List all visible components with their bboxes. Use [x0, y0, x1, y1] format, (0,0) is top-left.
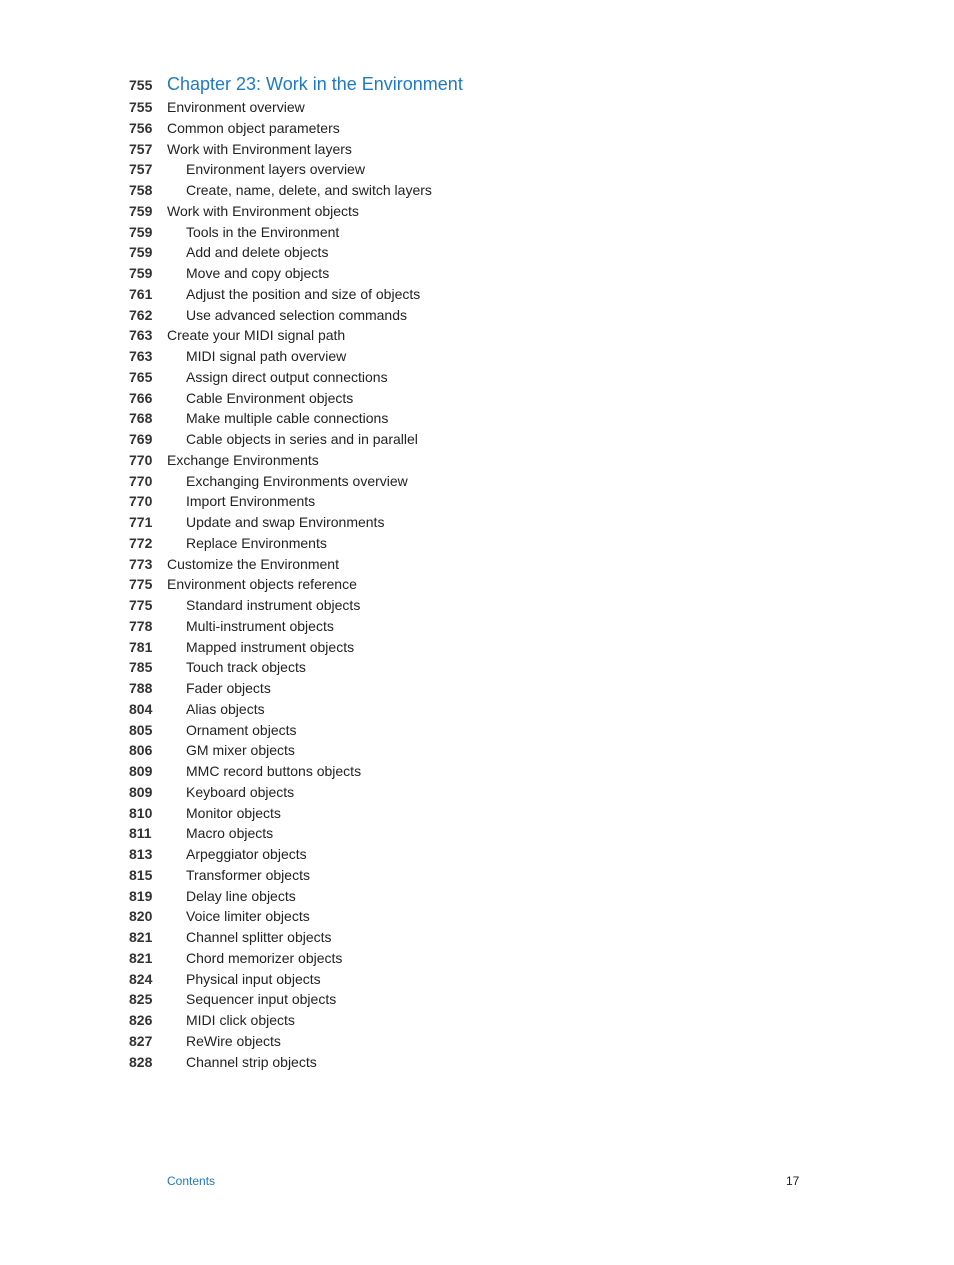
toc-entry-title[interactable]: Environment overview	[167, 99, 305, 115]
toc-entry-title[interactable]: Update and swap Environments	[186, 514, 385, 530]
toc-entry-page-number: 781	[129, 638, 153, 655]
toc-entry[interactable]	[129, 886, 829, 907]
toc-entry-title[interactable]: Touch track objects	[186, 659, 306, 676]
toc-entry-page-number: 815	[129, 866, 153, 883]
toc-entry-page-number: 775	[129, 597, 153, 613]
toc-entry-title[interactable]: Environment objects reference	[167, 576, 357, 593]
toc-entry-title[interactable]: Use advanced selection commands	[186, 306, 408, 323]
toc-entry-page-number: 766	[129, 389, 153, 406]
toc-entry[interactable]	[129, 989, 829, 1010]
toc-entry-title[interactable]: Create your MIDI signal path	[167, 327, 346, 344]
toc-entry[interactable]	[129, 678, 829, 699]
toc-entry[interactable]	[129, 554, 829, 575]
toc-entry-list	[129, 97, 829, 1072]
toc-entry-page-number: 778	[129, 617, 153, 634]
toc-entry-page-number: 828	[129, 1053, 153, 1070]
toc-entry-title[interactable]: Move and copy objects	[186, 265, 330, 281]
toc-entry-title[interactable]: MIDI signal path overview	[186, 348, 347, 364]
toc-entry-page-number: 775	[129, 576, 153, 593]
toc-entry-title[interactable]: Customize the Environment	[167, 555, 339, 572]
toc-entry-title[interactable]: Standard instrument objects	[186, 597, 361, 613]
toc-entry[interactable]	[129, 948, 829, 969]
chapter-title[interactable]: Chapter 23: Work in the Environment	[167, 74, 463, 94]
toc-entry-title[interactable]: Exchanging Environments overview	[186, 472, 408, 489]
toc-entry-title[interactable]: Work with Environment layers	[167, 140, 352, 157]
toc-entry[interactable]	[129, 823, 829, 844]
toc-entry[interactable]	[129, 512, 829, 533]
toc-entry-page-number: 769	[129, 431, 153, 447]
toc-entry[interactable]	[129, 118, 829, 139]
toc-entry-page-number: 820	[129, 908, 153, 925]
toc-entry-page-number: 761	[129, 285, 153, 302]
toc-entry-title[interactable]: Channel strip objects	[186, 1053, 317, 1070]
toc-entry-page-number: 763	[129, 327, 153, 344]
toc-entry-page-number: 827	[129, 1032, 153, 1049]
toc-entry[interactable]	[129, 284, 829, 305]
toc-entry[interactable]	[129, 761, 829, 782]
toc-entry[interactable]	[129, 803, 829, 824]
toc-entry-page-number: 809	[129, 763, 153, 779]
toc-entry-page-number: 770	[129, 451, 153, 468]
toc-entry-page-number: 759	[129, 265, 153, 281]
toc-entry-page-number: 762	[129, 306, 153, 323]
toc-entry-page-number: 759	[129, 223, 153, 240]
toc-entry-title[interactable]: Make multiple cable connections	[186, 410, 389, 427]
toc-entry-page-number: 757	[129, 140, 153, 157]
toc-entry[interactable]	[129, 969, 829, 990]
toc-entry-page-number: 819	[129, 887, 153, 904]
toc-entry-title[interactable]: Alias objects	[186, 700, 265, 717]
toc-entry-title[interactable]: Multi-instrument objects	[186, 617, 334, 634]
toc-entry-page-number: 763	[129, 348, 153, 364]
toc-entry-page-number: 811	[129, 825, 152, 842]
toc-entry-page-number: 825	[129, 991, 153, 1008]
toc-entry-page-number: 824	[129, 970, 153, 987]
toc-entry[interactable]	[129, 263, 829, 284]
toc-entry-page-number: 805	[129, 721, 153, 738]
toc-entry-title[interactable]: GM mixer objects	[186, 742, 295, 759]
toc-entry[interactable]	[129, 699, 829, 720]
toc-entry[interactable]	[129, 408, 829, 429]
toc-entry[interactable]	[129, 491, 829, 512]
toc-entry[interactable]	[129, 97, 829, 118]
toc-entry[interactable]	[129, 1010, 829, 1031]
toc-entry-page-number: 785	[129, 659, 153, 676]
toc-entry[interactable]	[129, 242, 829, 263]
toc-entry-title[interactable]: Sequencer input objects	[186, 991, 337, 1008]
toc-entry-page-number: 755	[129, 99, 153, 115]
toc-entry-page-number: 809	[129, 783, 153, 800]
toc-entry[interactable]	[129, 1031, 829, 1052]
toc-entry-page-number: 770	[129, 472, 153, 489]
toc-entry[interactable]	[129, 180, 829, 201]
toc-entry-page-number: 772	[129, 534, 153, 551]
toc-entry-page-number: 759	[129, 202, 153, 219]
toc-entry[interactable]	[129, 740, 829, 761]
toc-entry[interactable]	[129, 450, 829, 471]
toc-entry-title[interactable]: Common object parameters	[167, 119, 340, 136]
toc-entry-page-number: 759	[129, 244, 153, 261]
toc-entry[interactable]	[129, 844, 829, 865]
toc-entry-title[interactable]: Macro objects	[186, 825, 274, 842]
toc-entry-title[interactable]: Environment layers overview	[186, 161, 365, 178]
toc-entry-title[interactable]: Keyboard objects	[186, 783, 295, 800]
toc-entry[interactable]	[129, 222, 829, 243]
toc-entry[interactable]	[129, 574, 829, 595]
toc-entry-page-number: 756	[129, 119, 153, 136]
toc-entry-title[interactable]: Work with Environment objects	[167, 202, 359, 219]
chapter-page-number: 755	[129, 77, 153, 93]
table-of-contents	[129, 74, 829, 1072]
toc-entry-title[interactable]: Chord memorizer objects	[186, 949, 343, 966]
toc-entry[interactable]	[129, 346, 829, 367]
toc-entry-page-number: 804	[129, 700, 153, 717]
toc-entry-title[interactable]: Import Environments	[186, 493, 316, 510]
toc-entry-page-number: 788	[129, 680, 153, 696]
toc-entry[interactable]	[129, 471, 829, 492]
toc-entry-page-number: 770	[129, 493, 153, 510]
toc-entry-title[interactable]: Add and delete objects	[186, 244, 329, 261]
toc-entry-title[interactable]: ReWire objects	[186, 1032, 281, 1049]
chapter-heading-row[interactable]	[129, 74, 829, 97]
toc-entry-title[interactable]: Delay line objects	[186, 887, 296, 904]
toc-entry-page-number: 757	[129, 161, 153, 178]
toc-entry-title[interactable]: Physical input objects	[186, 970, 321, 987]
toc-entry-title[interactable]: Ornament objects	[186, 721, 297, 738]
toc-entry-page-number: 810	[129, 804, 153, 821]
toc-entry[interactable]	[129, 159, 829, 180]
toc-entry-page-number: 758	[129, 182, 153, 198]
toc-entry[interactable]	[129, 865, 829, 886]
toc-entry-title[interactable]: Channel splitter objects	[186, 929, 332, 945]
toc-entry[interactable]	[129, 927, 829, 948]
toc-entry-page-number: 806	[129, 742, 153, 759]
toc-entry-page-number: 821	[129, 929, 153, 945]
toc-entry[interactable]	[129, 657, 829, 678]
toc-entry-title[interactable]: Exchange Environments	[167, 451, 319, 468]
toc-entry-title[interactable]: Adjust the position and size of objects	[186, 285, 421, 302]
toc-entry-title[interactable]: Assign direct output connections	[186, 368, 388, 385]
toc-entry[interactable]	[129, 1052, 829, 1073]
toc-entry[interactable]	[129, 616, 829, 637]
toc-entry[interactable]	[129, 595, 829, 616]
toc-entry[interactable]	[129, 637, 829, 658]
toc-entry[interactable]	[129, 367, 829, 388]
toc-entry[interactable]	[129, 533, 829, 554]
toc-entry-page-number: 813	[129, 846, 153, 862]
toc-entry-page-number: 826	[129, 1012, 153, 1028]
toc-entry[interactable]	[129, 906, 829, 927]
toc-entry-title[interactable]: Monitor objects	[186, 804, 281, 821]
toc-entry-page-number: 773	[129, 555, 153, 572]
toc-entry-title[interactable]: Mapped instrument objects	[186, 638, 355, 655]
toc-entry-title[interactable]: Tools in the Environment	[186, 223, 340, 240]
toc-entry-page-number: 771	[129, 514, 153, 530]
toc-entry-title[interactable]: Create, name, delete, and switch layers	[186, 182, 432, 198]
toc-entry-page-number: 768	[129, 410, 153, 427]
toc-entry-title[interactable]: Fader objects	[186, 680, 271, 696]
toc-entry[interactable]	[129, 139, 829, 160]
toc-entry[interactable]	[129, 201, 829, 222]
footer-section-link[interactable]: Contents	[167, 1174, 216, 1188]
toc-entry-title[interactable]: Voice limiter objects	[186, 908, 310, 925]
toc-entry-title[interactable]: Cable objects in series and in parallel	[186, 431, 418, 447]
toc-entry[interactable]	[129, 388, 829, 409]
toc-entry[interactable]	[129, 782, 829, 803]
toc-entry-title[interactable]: Replace Environments	[186, 534, 327, 551]
toc-entry-page-number: 765	[129, 368, 153, 385]
toc-entry[interactable]	[129, 720, 829, 741]
toc-entry[interactable]	[129, 305, 829, 326]
toc-entry-page-number: 821	[129, 949, 153, 966]
toc-entry[interactable]	[129, 429, 829, 450]
footer-page-number: 17	[786, 1174, 800, 1188]
toc-entry-title[interactable]: Transformer objects	[186, 866, 310, 883]
toc-entry-title[interactable]: Cable Environment objects	[186, 389, 354, 406]
toc-entry[interactable]	[129, 325, 829, 346]
toc-entry-title[interactable]: Arpeggiator objects	[186, 846, 307, 862]
toc-entry-title[interactable]: MIDI click objects	[186, 1012, 295, 1028]
toc-entry-title[interactable]: MMC record buttons objects	[186, 763, 362, 779]
